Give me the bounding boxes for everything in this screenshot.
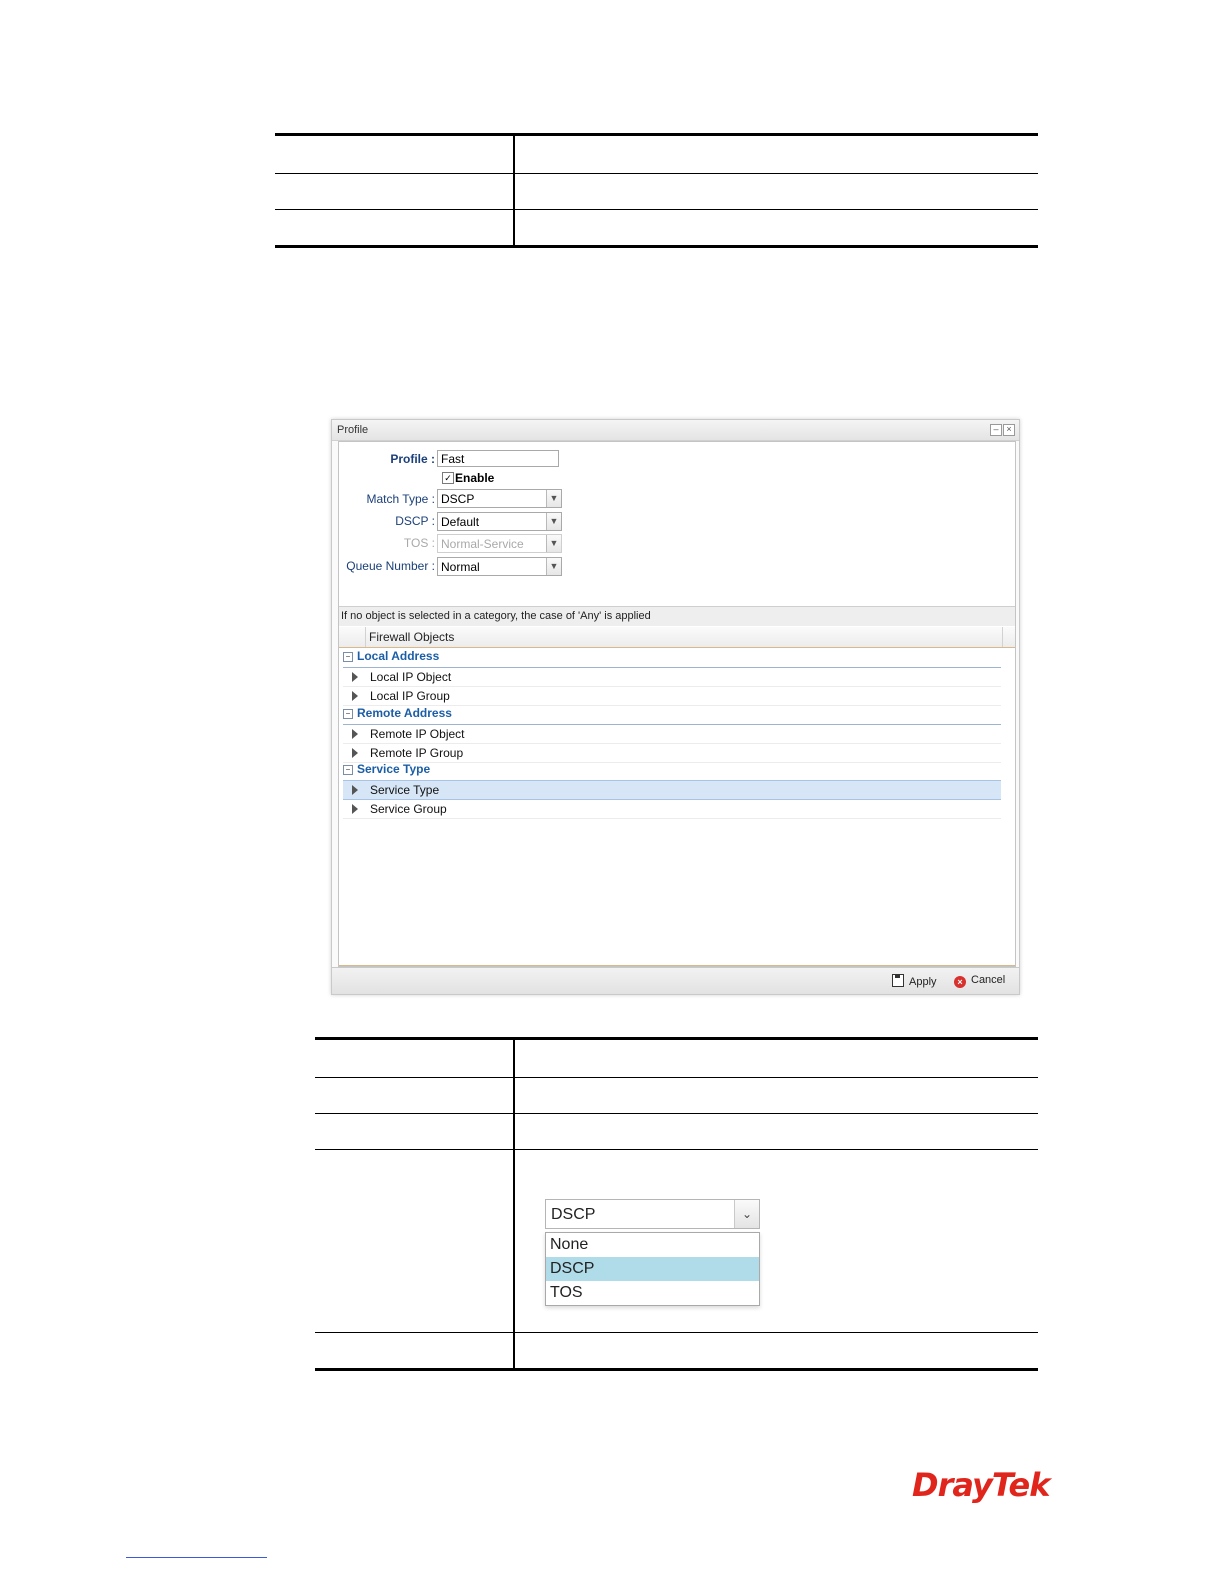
- list-item-local-ip-object[interactable]: [343, 668, 1001, 687]
- list-item-remote-ip-object[interactable]: [343, 725, 1001, 744]
- upper-parameter-table: [275, 133, 1038, 248]
- match-type-dropdown[interactable]: [545, 1199, 760, 1229]
- collapse-icon[interactable]: −: [343, 652, 353, 662]
- list-item-label: Local IP Object: [370, 670, 452, 684]
- dialog-title-bar: [332, 420, 1019, 441]
- firewall-objects-title: Firewall Objects: [369, 630, 455, 644]
- cancel-button[interactable]: [954, 974, 1005, 988]
- expand-arrow-icon[interactable]: [352, 672, 358, 682]
- apply-button[interactable]: [892, 974, 937, 988]
- table-row: [275, 210, 1038, 247]
- queue-number-select[interactable]: [437, 557, 562, 576]
- match-type-value: DSCP: [441, 492, 475, 506]
- chevron-down-icon: ▼: [546, 490, 561, 507]
- expand-arrow-icon[interactable]: [352, 729, 358, 739]
- category-label: Local Address: [357, 649, 440, 663]
- category-remote-address[interactable]: [343, 706, 1001, 725]
- tos-value: Normal-Service: [441, 537, 524, 551]
- expand-arrow-icon[interactable]: [352, 748, 358, 758]
- list-item-label: Service Group: [370, 802, 447, 816]
- footer-link-line: [126, 1557, 267, 1558]
- table-row: [315, 1114, 1038, 1150]
- match-type-label: Match Type :: [366, 492, 435, 506]
- category-local-address[interactable]: [343, 649, 1001, 668]
- table-row: [315, 1078, 1038, 1114]
- enable-checkbox[interactable]: ✓: [442, 472, 454, 484]
- chevron-down-icon: ▼: [546, 535, 561, 552]
- dialog-title: Profile: [337, 424, 369, 436]
- profile-label: Profile :: [390, 452, 435, 466]
- info-bar: If no object is selected in a category, the case of 'Any' is applied: [339, 606, 1015, 626]
- table-row: [275, 135, 1038, 174]
- enable-label: Enable: [455, 471, 495, 485]
- firewall-objects-header: [339, 627, 1015, 648]
- list-item-service-group[interactable]: [343, 800, 1001, 819]
- profile-input[interactable]: Fast: [437, 450, 559, 467]
- list-item-label: Remote IP Group: [370, 746, 464, 760]
- table-row: [275, 174, 1038, 210]
- grid-divider: [339, 965, 1015, 966]
- collapse-icon[interactable]: −: [343, 765, 353, 775]
- dropdown-options: [545, 1232, 760, 1306]
- match-type-select[interactable]: [437, 489, 562, 508]
- apply-label: Apply: [909, 976, 937, 988]
- draytek-logo: DrayTek: [912, 1466, 1050, 1504]
- profile-dialog: [331, 419, 1020, 995]
- dropdown-selected-value: DSCP: [551, 1206, 596, 1223]
- queue-number-value: Normal: [441, 560, 480, 574]
- dialog-footer: [332, 967, 1019, 994]
- table-row: [315, 1333, 1038, 1370]
- dscp-select[interactable]: [437, 512, 562, 531]
- dropdown-option-dscp[interactable]: DSCP: [546, 1257, 759, 1281]
- list-item-local-ip-group[interactable]: [343, 687, 1001, 706]
- dropdown-option-tos[interactable]: TOS: [550, 1284, 583, 1301]
- match-type-dropdown-example: [545, 1199, 760, 1306]
- category-label: Service Type: [357, 762, 431, 776]
- table-row: [315, 1039, 1038, 1078]
- tos-select: [437, 534, 562, 553]
- list-item-label: Remote IP Object: [370, 727, 465, 741]
- minimize-icon[interactable]: –: [990, 424, 1002, 436]
- expand-arrow-icon[interactable]: [352, 804, 358, 814]
- dialog-body: [338, 441, 1016, 967]
- category-label: Remote Address: [357, 706, 452, 720]
- dropdown-option-none[interactable]: None: [550, 1236, 589, 1253]
- header-spacer: [339, 627, 366, 647]
- list-item-service-type[interactable]: [343, 780, 1001, 800]
- list-item-remote-ip-group[interactable]: [343, 744, 1001, 763]
- header-spacer-right: [1002, 627, 1015, 647]
- tos-label: TOS :: [403, 536, 435, 550]
- chevron-down-icon: ▼: [546, 513, 561, 530]
- category-service-type[interactable]: [343, 762, 1001, 781]
- queue-number-label: Queue Number :: [346, 559, 435, 573]
- chevron-down-icon: ▼: [546, 558, 561, 575]
- list-item-label: Local IP Group: [370, 689, 450, 703]
- expand-arrow-icon[interactable]: [352, 785, 358, 795]
- chevron-down-icon: ⌄: [734, 1200, 759, 1228]
- collapse-icon[interactable]: −: [343, 709, 353, 719]
- list-item-label: Service Type: [370, 783, 440, 797]
- expand-arrow-icon[interactable]: [352, 691, 358, 701]
- cancel-icon: ×: [954, 976, 966, 988]
- cancel-label: Cancel: [971, 974, 1006, 986]
- dscp-label: DSCP :: [395, 514, 435, 528]
- save-icon: [892, 974, 904, 987]
- dscp-value: Default: [441, 515, 480, 529]
- close-icon[interactable]: ×: [1003, 424, 1015, 436]
